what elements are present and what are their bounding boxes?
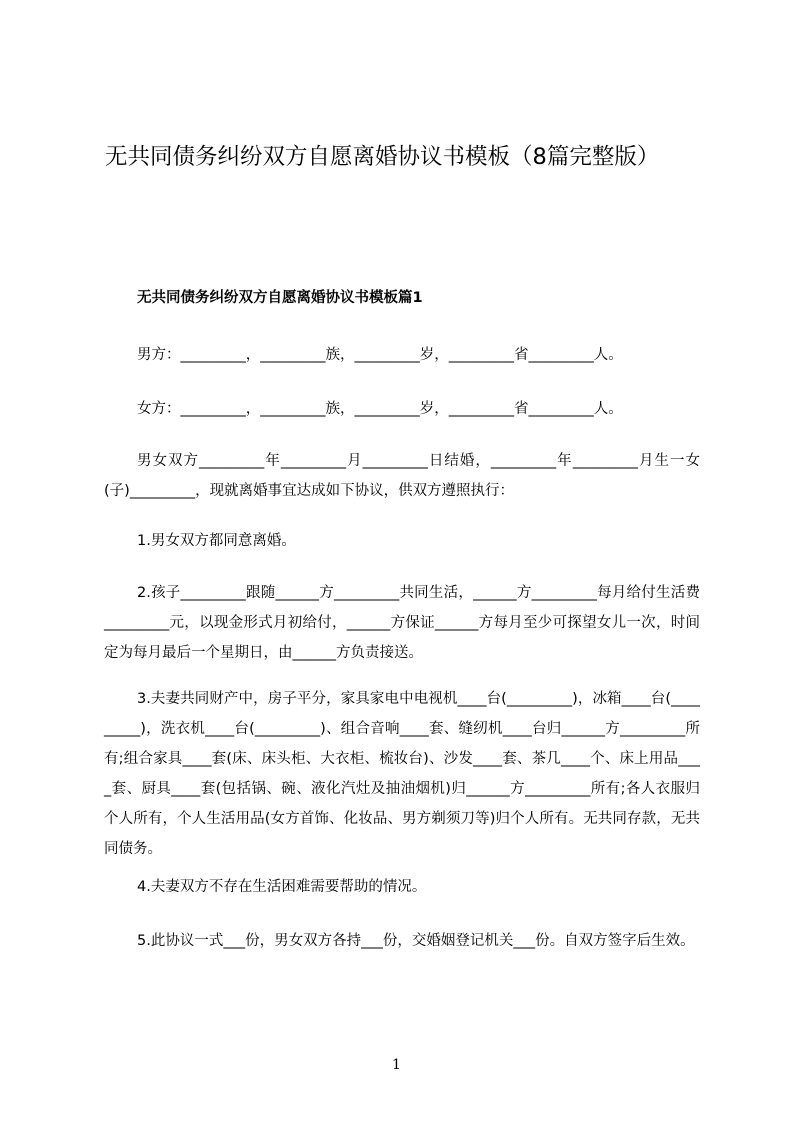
page-number: 1 — [392, 1057, 401, 1073]
woman-info-paragraph: 女方：_________，_________族，_________岁，_________省_________人。 — [137, 401, 623, 417]
man-info-paragraph: 男方：_________，_________族，_________岁，_________省_________人。 — [137, 347, 623, 363]
section-title: 无共同债务纠纷双方自愿离婚协议书模板篇1 — [137, 290, 423, 306]
clause-4-paragraph: 4.夫妻双方不存在生活困难需要帮助的情况。 — [137, 879, 427, 895]
document-title: 无共同债务纠纷双方自愿离婚协议书模板（8篇完整版） — [105, 144, 660, 170]
clause-3-paragraph: 3.夫妻共同财产中，房子平分，家具家电中电视机____台(_________)，冰箱____台(_________)，洗衣机____台(_________)、组合音响____套、缝纫机____台归______方_________所有;组合家具____套(床、床头柜、大衣柜、梳妆台)、沙发____套、茶几____个、床上用品____套、厨具____套(包括锅、碗、液化汽灶及抽油烟机)归______方_________所有;各人衣服归个人所有，个人生活用品(女方首饰、化妆品、男方剃须刀等)归个人所有。无共同存款，无共同债务。 — [104, 691, 700, 857]
clause-5-paragraph: 5.此协议一式___份，男女双方各持___份，交婚姻登记机关___份。自双方签字后生效。 — [137, 933, 695, 949]
marriage-paragraph: 男女双方_________年_________月_________日结婚，_________年_________月生一女(子)_________，现就离婚事宜达成如下协议，供双方遵照执行： — [104, 453, 700, 499]
clause-2-paragraph: 2.孩子_________跟随______方_________共同生活，______方_________每月给付生活费_________元，以现金形式月初给付，______方保证______方每月至少可探望女儿一次，时间定为每月最后一个星期日，由______方负责接送。 — [104, 585, 700, 661]
clause-1-paragraph: 1.男女双方都同意离婚。 — [137, 533, 296, 549]
